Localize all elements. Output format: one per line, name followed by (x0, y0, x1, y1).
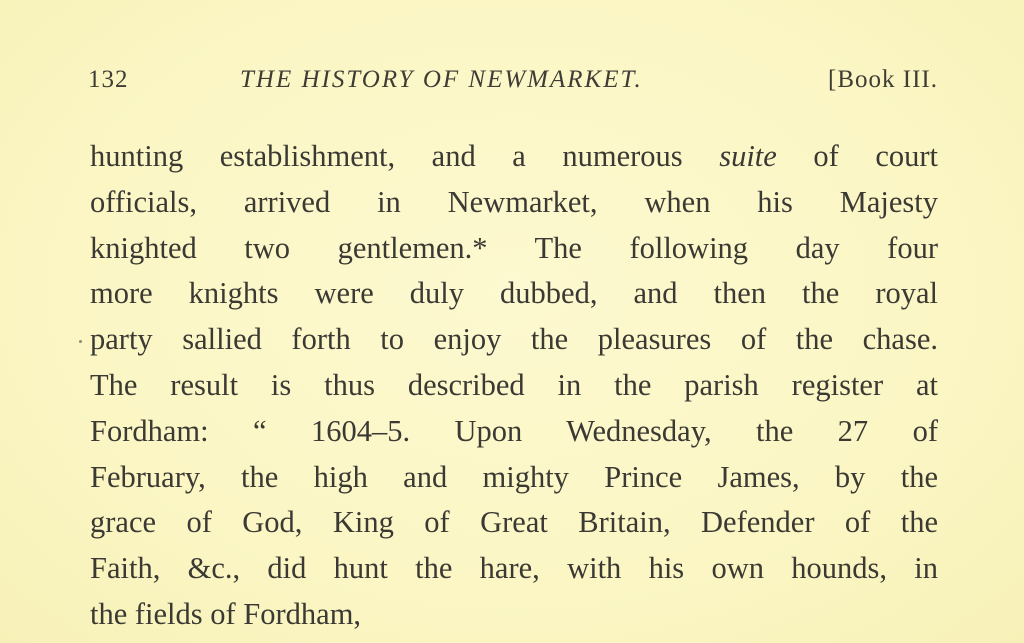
text-line: more knights were duly dubbed, and then the royal (90, 276, 938, 311)
page-number: 132 (88, 66, 129, 93)
text-line: The result is thus described in the parish register at (90, 367, 938, 402)
text-line: grace of God, King of Great Britain, Defender of the (90, 505, 938, 540)
running-title: THE HISTORY OF NEWMARKET. (240, 66, 643, 93)
text-line: party sallied forth to enjoy the pleasures of the chase. (90, 322, 938, 357)
text-line: hunting establishment, and a numerous suite of court (90, 139, 939, 173)
running-head (82, 66, 938, 106)
margin-mark (79, 340, 82, 343)
text-line: Faith, &c., did hunt the hare, with his own hounds, in (90, 551, 938, 586)
text-line: February, the high and mighty Prince James, by the (90, 459, 938, 494)
body-text (90, 134, 938, 638)
book-reference: [Book III. (828, 66, 938, 93)
text-line: the fields of Fordham, (90, 596, 362, 631)
italic-word: suite (719, 139, 777, 173)
text-line: knighted two gentlemen.* The following day four (90, 230, 938, 265)
text-line: Fordham: “ 1604–5. Upon Wednesday, the 27 of (90, 413, 938, 448)
text-line: officials, arrived in Newmarket, when his Majesty (90, 184, 938, 219)
